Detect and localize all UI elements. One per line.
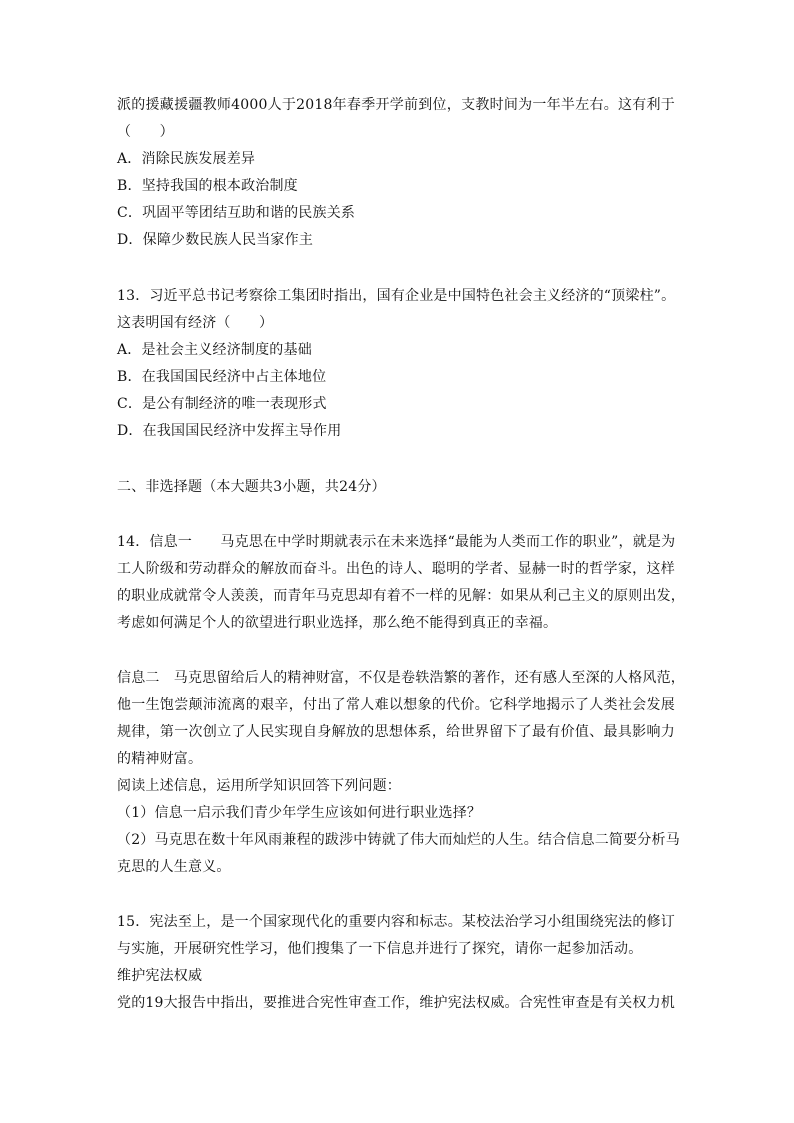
q14-info1-line-4: 考虑如何满足个人的欲望进行职业选择，那么绝不能得到真正的幸福。 bbox=[117, 615, 558, 631]
q14-sub-question-2-line-2: 克思的人生意义。 bbox=[117, 859, 231, 875]
q15-stem-line-2: 与实施，开展研究性学习，他们搜集了一下信息并进行了探究，请你一起参加活动。 bbox=[117, 941, 643, 957]
q13-option-d: D．在我国国民经济中发挥主导作用 bbox=[117, 423, 342, 439]
q14-info2-line-1: 信息二 马克思留给后人的精神财富，不仅是卷轶浩繁的著作，还有感人至深的人格风范， bbox=[117, 670, 685, 686]
q14-info1-line-2: 工人阶级和劳动群众的解放而奋斗。出色的诗人、聪明的学者、显赫一时的哲学家，这样 bbox=[117, 561, 675, 577]
section-heading: 二、非选择题（本大题共3小题，共24分） bbox=[117, 479, 386, 495]
q13-stem-line-2: 这表明国有经济（ ） bbox=[117, 315, 274, 331]
q14-sub-question-1: （1）信息一启示我们青少年学生应该如何进行职业选择？ bbox=[117, 805, 482, 821]
q14-info2-line-2: 他一生饱尝颠沛流离的艰辛，付出了常人难以想象的代价。它科学地揭示了人类社会发展 bbox=[117, 697, 675, 713]
q12-option-c: C．巩固平等团结互助和谐的民族关系 bbox=[117, 205, 356, 221]
q14-prompt: 阅读上述信息，运用所学知识回答下列问题： bbox=[117, 778, 401, 794]
q12-option-d: D．保障少数民族人民当家作主 bbox=[117, 232, 314, 248]
q15-body-line-1: 党的19大报告中指出，要推进合宪性审查工作，维护宪法权威。合宪性审查是有关权力机 bbox=[117, 995, 675, 1011]
q12-stem-line-1: 派的援藏援疆教师4000人于2018年春季开学前到位，支教时间为一年半左右。这有利于 bbox=[117, 97, 675, 113]
q12-option-a: A．消除民族发展差异 bbox=[117, 151, 256, 167]
q14-info1-line-3: 的职业成就常令人羡羡，而青年马克思却有着不一样的见解：如果从利己主义的原则出发， bbox=[117, 588, 685, 604]
q12-option-b: B．坚持我国的根本政治制度 bbox=[117, 178, 298, 194]
q13-option-a: A．是社会主义经济制度的基础 bbox=[117, 342, 312, 358]
q13-stem-line-1: 13．习近平总书记考察徐工集团时指出，国有企业是中国特色社会主义经济的“顶梁柱”。 bbox=[117, 288, 676, 304]
q15-stem-line-1: 15．宪法至上，是一个国家现代化的重要内容和标志。某校法治学习小组围绕宪法的修订 bbox=[117, 914, 675, 930]
q15-subheading: 维护宪法权威 bbox=[117, 968, 203, 984]
q13-option-c: C．是公有制经济的唯一表现形式 bbox=[117, 396, 327, 412]
q14-info2-line-3: 规律，第一次创立了人民实现自身解放的思想体系，给世界留下了最有价值、最具影响力 bbox=[117, 724, 675, 740]
q14-info1-line-1: 14．信息一 马克思在中学时期就表示在未来选择“最能为人类而工作的职业”，就是为 bbox=[117, 534, 676, 550]
q12-stem-line-2: （ ） bbox=[117, 124, 174, 140]
q14-sub-question-2-line-1: （2）马克思在数十年风雨兼程的跋涉中铸就了伟大而灿烂的人生。结合信息二简要分析马 bbox=[117, 832, 680, 848]
q13-option-b: B．在我国国民经济中占主体地位 bbox=[117, 369, 327, 385]
q14-info2-line-4: 的精神财富。 bbox=[117, 751, 203, 767]
